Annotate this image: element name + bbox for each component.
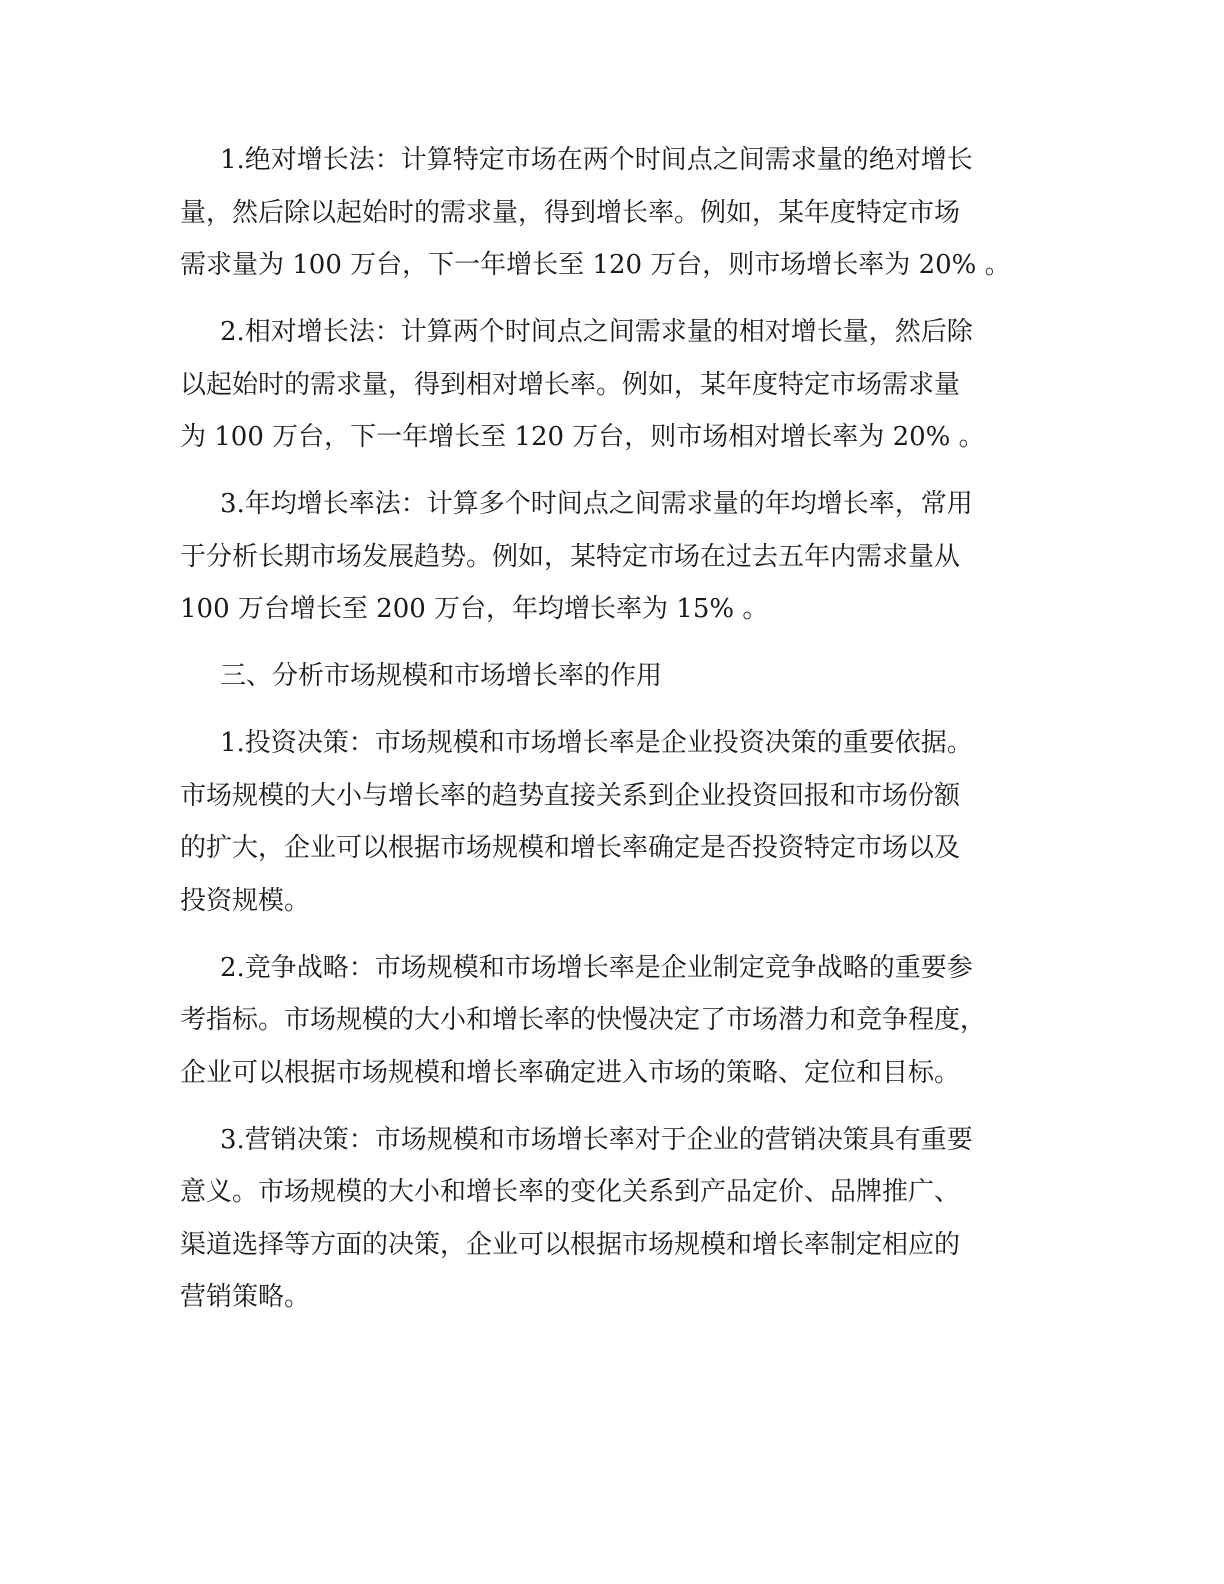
text-line: 1.绝对增长法：计算特定市场在两个时间点之间需求量的绝对增长 — [220, 145, 973, 175]
text-line: 投资规模。 — [180, 885, 311, 916]
text-line: 企业可以根据市场规模和增长率确定进入市场的策略、定位和目标。 — [180, 1057, 961, 1088]
text-line: 需求量为 100 万台，下一年增长至 120 万台，则市场增长率为 20% 。 — [180, 250, 1011, 280]
paragraph-annual-growth — [180, 478, 1042, 636]
paragraph-relative-growth — [180, 306, 1042, 464]
text-line: 2.相对增长法：计算两个时间点之间需求量的相对增长量，然后除 — [220, 317, 973, 347]
text-line: 2.竞争战略：市场规模和市场增长率是企业制定竞争战略的重要参 — [220, 952, 973, 983]
text-line: 3.年均增长率法：计算多个时间点之间需求量的年均增长率，常用 — [220, 489, 973, 519]
text-line: 渠道选择等方面的决策，企业可以根据市场规模和增长率制定相应的 — [180, 1229, 961, 1260]
text-line: 1.投资决策：市场规模和市场增长率是企业投资决策的重要依据。 — [220, 728, 973, 758]
text-line: 的扩大，企业可以根据市场规模和增长率确定是否投资特定市场以及 — [180, 833, 961, 863]
document-body — [180, 134, 1042, 1338]
paragraph-competitive-strategy — [180, 942, 1042, 1100]
text-line: 以起始时的需求量，得到相对增长率。例如，某年度特定市场需求量 — [180, 369, 961, 400]
text-line: 市场规模的大小与增长率的趋势直接关系到企业投资回报和市场份额 — [180, 780, 961, 811]
text-line: 于分析长期市场发展趋势。例如，某特定市场在过去五年内需求量从 — [180, 541, 961, 572]
text-line: 量，然后除以起始时的需求量，得到增长率。例如，某年度特定市场 — [180, 197, 961, 228]
text-line: 营销策略。 — [180, 1282, 311, 1312]
text-line: 为 100 万台，下一年增长至 120 万台，则市场相对增长率为 20% 。 — [180, 422, 985, 452]
text-line: 意义。市场规模的大小和增长率的变化关系到产品定价、品牌推广、 — [180, 1177, 961, 1207]
text-line: 考指标。市场规模的大小和增长率的快慢决定了市场潜力和竞争程度， — [180, 1005, 987, 1035]
text-line: 3.营销决策：市场规模和市场增长率对于企业的营销决策具有重要 — [220, 1124, 973, 1155]
text-line: 100 万台增长至 200 万台，年均增长率为 15% 。 — [180, 594, 769, 624]
paragraph-investment-decision — [180, 717, 1042, 927]
section-heading: 三、分析市场规模和市场增长率的作用 — [220, 661, 663, 691]
paragraph-marketing-decision — [180, 1114, 1042, 1324]
paragraph-absolute-growth — [180, 134, 1042, 292]
